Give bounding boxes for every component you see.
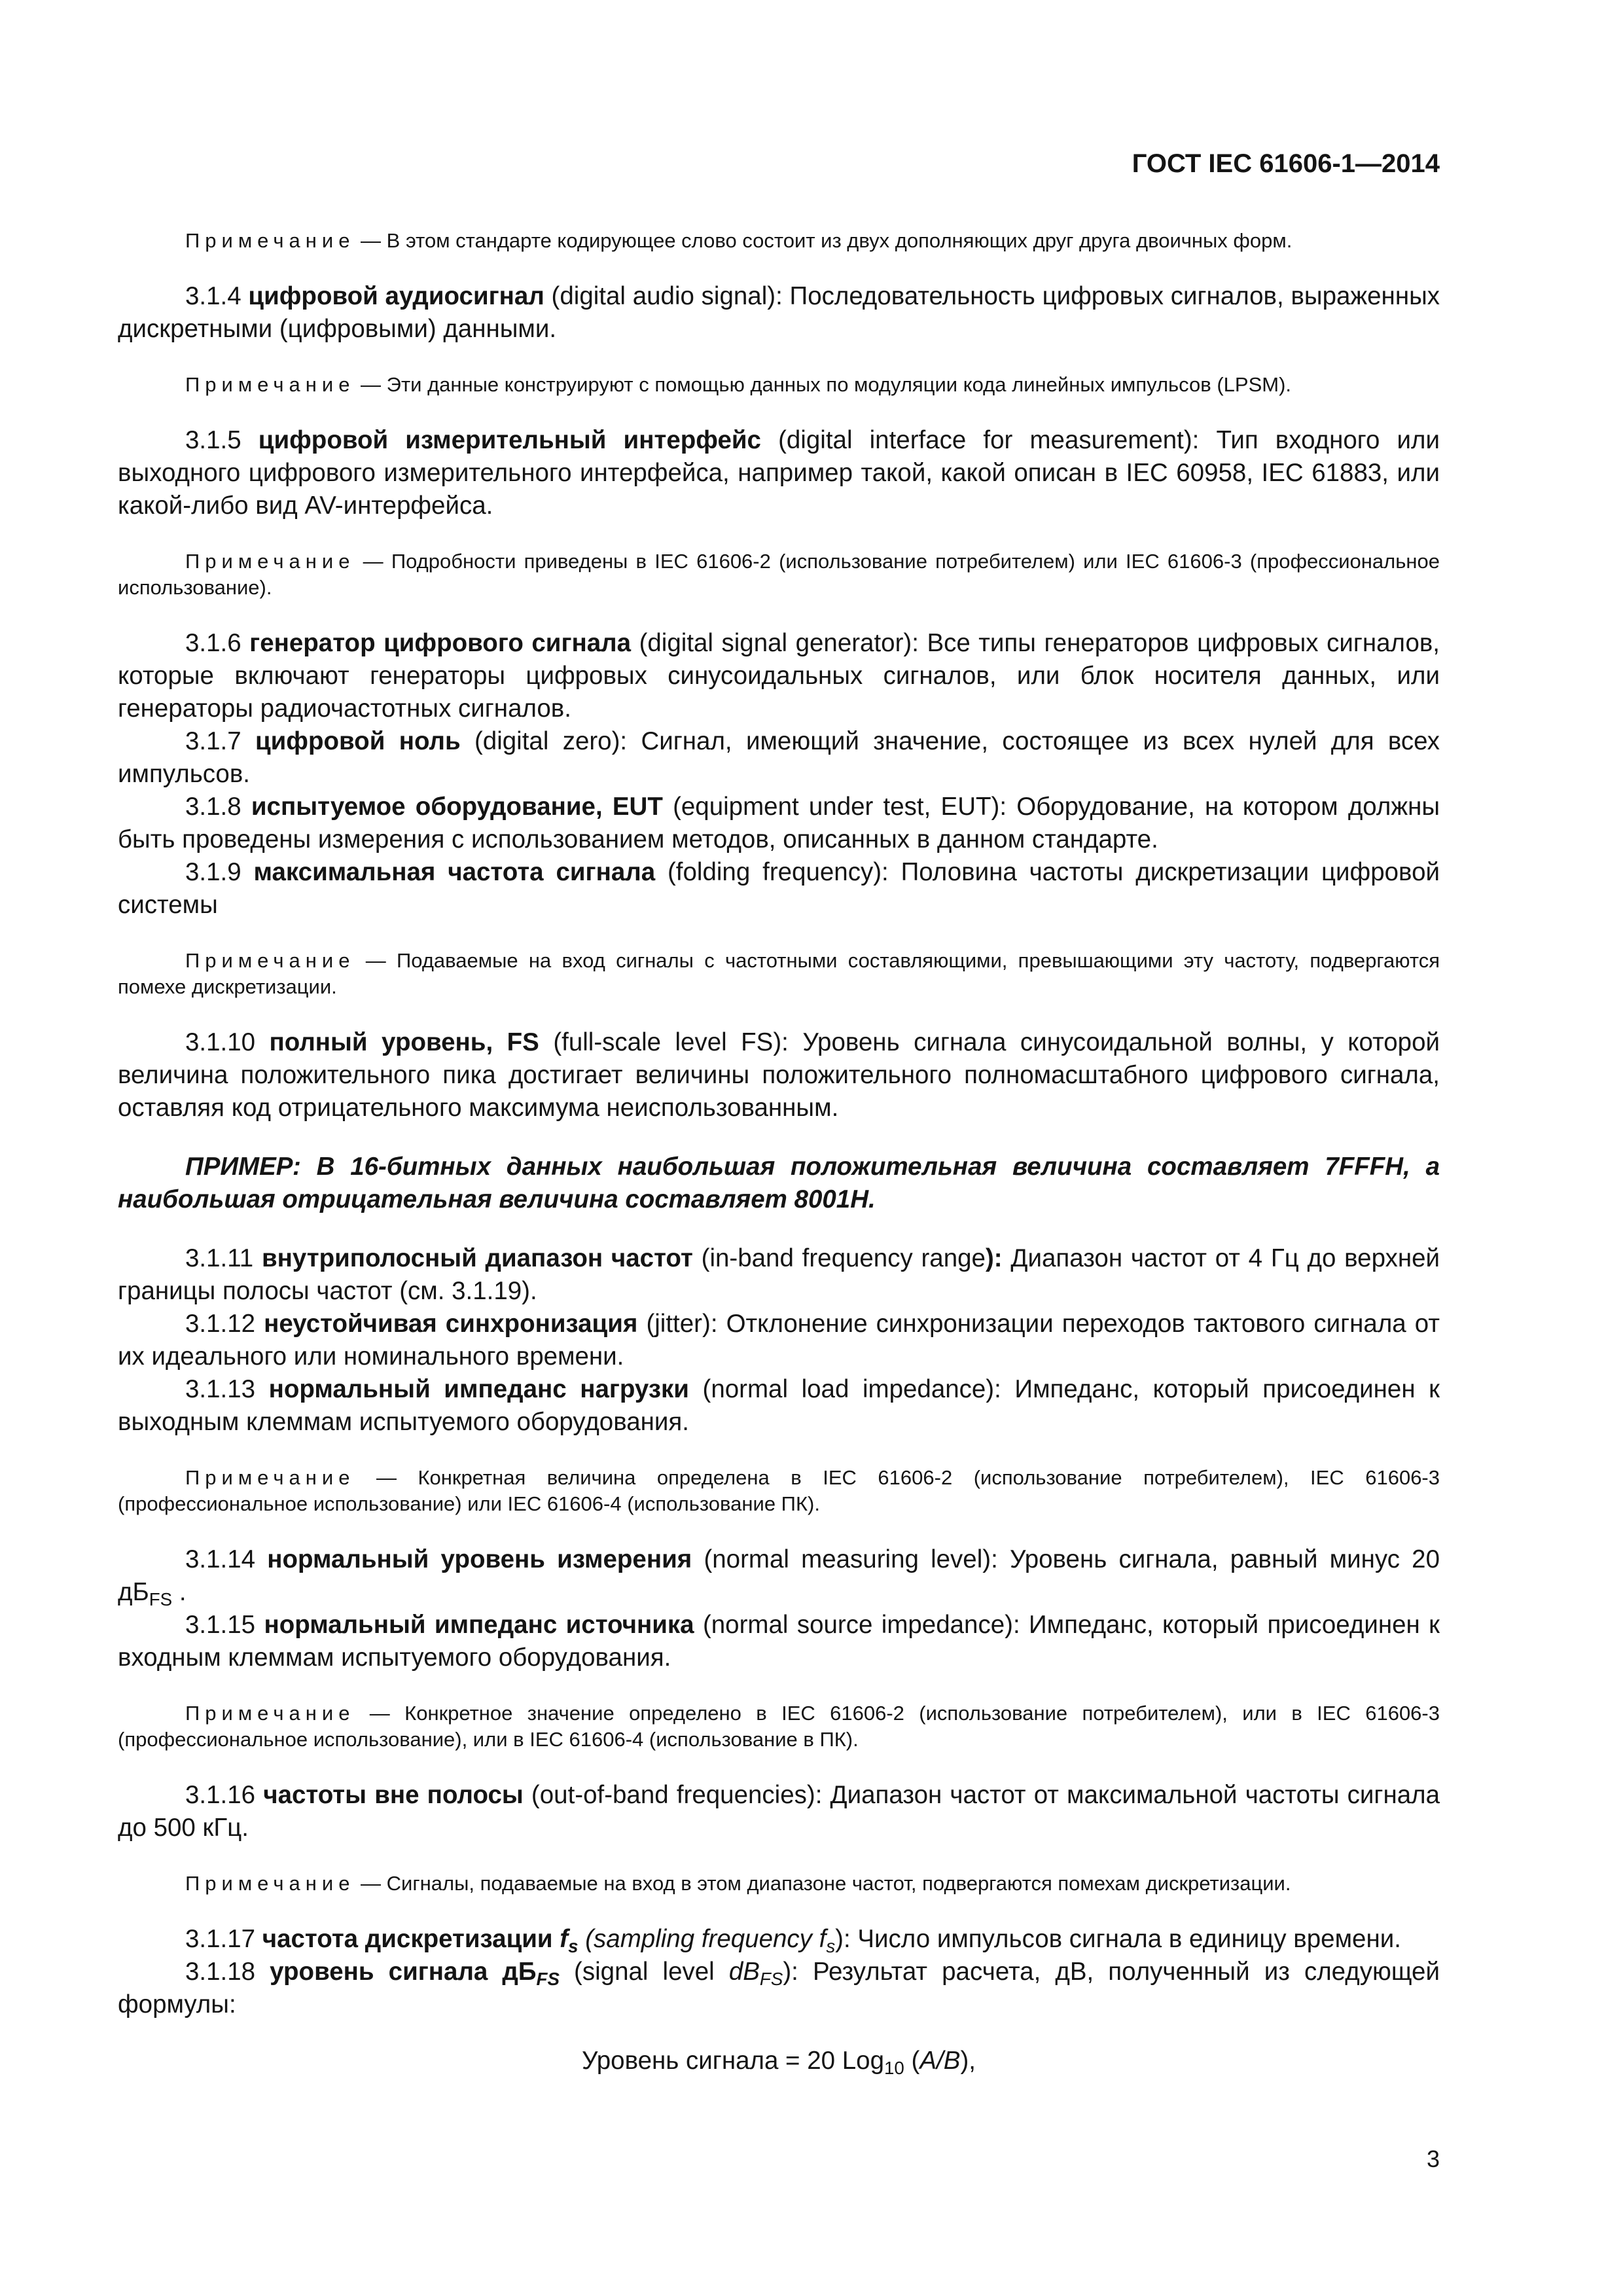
note-4: Примечание — Подаваемые на вход сигналы с частотными составляющими, превышающими эту частоту, подвергаются помехе дискретизации. — [118, 949, 1440, 998]
term-3-1-14: 3.1.14 нормальный уровень измерения (normal measuring level): Уровень сигнала, равный минус 20 $дБ_{FS}$ . — [118, 1545, 1440, 1609]
document-header: ГОСТ IEC 61606-1—2014 — [1132, 149, 1440, 178]
note-3: Примечание — Подробности приведены в IEC 61606-2 (использование потребителем) или IEC 61606-3 (профессиональное использование). — [118, 550, 1440, 599]
signal-level-formula: Уровень сигнала = 20 Log$_{10}$ (A/B), — [582, 2047, 976, 2078]
term-3-1-9: 3.1.9 максимальная частота сигнала (folding frequency): Половина частоты дискретизации цифровой системы — [118, 858, 1440, 919]
note-1: Примечание — В этом стандарте кодирующее слово состоит из двух дополняющих друг друга двоичных форм. — [185, 229, 1293, 252]
term-3-1-11: 3.1.11 внутриполосный диапазон частот (in-band frequency range): Диапазон частот от 4 Гц до верхней границы полосы частот (см. 3.1.19). — [118, 1244, 1440, 1305]
note-6: Примечание — Конкретное значение определено в IEC 61606-2 (использование потребителем), или в IEC 61606-3 (профессиональное использование), или в IEC 61606-4 (использование в ПК). — [118, 1702, 1440, 1751]
term-3-1-13: 3.1.13 нормальный импеданс нагрузки (normal load impedance): Импеданс, который присоединен к выходным клеммам испытуемого оборудования. — [118, 1375, 1440, 1436]
term-3-1-16: 3.1.16 частоты вне полосы (out-of-band frequencies): Диапазон частот от максимальной частоты сигнала до 500 кГц. — [118, 1781, 1440, 1842]
note-5: Примечание — Конкретная величина определена в IEC 61606-2 (использование потребителем), IEC 61606-3 (профессиональное использование) или IEC 61606-4 (использование ПК). — [118, 1466, 1440, 1515]
term-3-1-7: 3.1.7 цифровой ноль (digital zero): Сигнал, имеющий значение, состоящее из всех нулей для всех импульсов. — [118, 727, 1440, 788]
term-3-1-5: 3.1.5 цифровой измерительный интерфейс (digital interface for measurement): Тип входного или выходного цифрового измерительного интерфейса, например такой, какой описан в IEC 60958, IEC 61883, или какой-либо вид AV-интерфейса. — [118, 426, 1440, 520]
example-block: ПРИМЕР: В 16-битных данных наибольшая положительная величина составляет 7FFFH, а наибольшая отрицательная величина составляет 8001H. — [118, 1153, 1440, 1213]
note-2: Примечание — Эти данные конструируют с помощью данных по модуляции кода линейных импульсов (LPSM). — [185, 373, 1292, 396]
term-3-1-12: 3.1.12 неустойчивая синхронизация (jitter): Отклонение синхронизации переходов тактового сигнала от их идеального или номинального времени. — [118, 1310, 1440, 1371]
document-body — [118, 228, 1440, 2077]
term-3-1-8: 3.1.8 испытуемое оборудование, EUT (equipment under test, EUT): Оборудование, на котором должны быть проведены измерения с использованием методов, описанных в данном стандарте. — [118, 793, 1440, 853]
term-3-1-18: 3.1.18 уровень сигнала $дБ_{FS}$ (signal level $dB_{FS}$): Результат расчета, дВ, полученный из следующей формулы: — [118, 1958, 1440, 2018]
note-label: Примечание — [185, 229, 355, 252]
term-3-1-6: 3.1.6 генератор цифрового сигнала (digital signal generator): Все типы генераторов цифровых сигналов, которые включают генераторы цифровых синусоидальных сигналов, или блок носителя данных, или генераторы радиочастотных сигналов. — [118, 629, 1440, 723]
page-number: 3 — [1426, 2145, 1440, 2172]
term-3-1-10: 3.1.10 полный уровень, FS (full-scale level FS): Уровень сигнала синусоидальной волны, у которой величина положительного пика достигает величины положительного полномасштабного цифрового сигнала, оставляя код отрицательного максимума неиспользованным. — [118, 1028, 1440, 1122]
term-3-1-4: 3.1.4 цифровой аудиосигнал (digital audio signal): Последовательность цифровых сигналов, выраженных дискретными (цифровыми) данными. — [118, 282, 1440, 343]
note-7: Примечание — Сигналы, подаваемые на вход в этом диапазоне частот, подвергаются помехам дискретизации. — [185, 1872, 1291, 1895]
term-3-1-17: 3.1.17 частота дискретизации $f_s$ (sampling frequency $f_s$): Число импульсов сигнала в единицу времени. — [185, 1925, 1401, 1956]
term-3-1-15: 3.1.15 нормальный импеданс источника (normal source impedance): Импеданс, который присоединен к входным клеммам испытуемого оборудования. — [118, 1611, 1440, 1672]
